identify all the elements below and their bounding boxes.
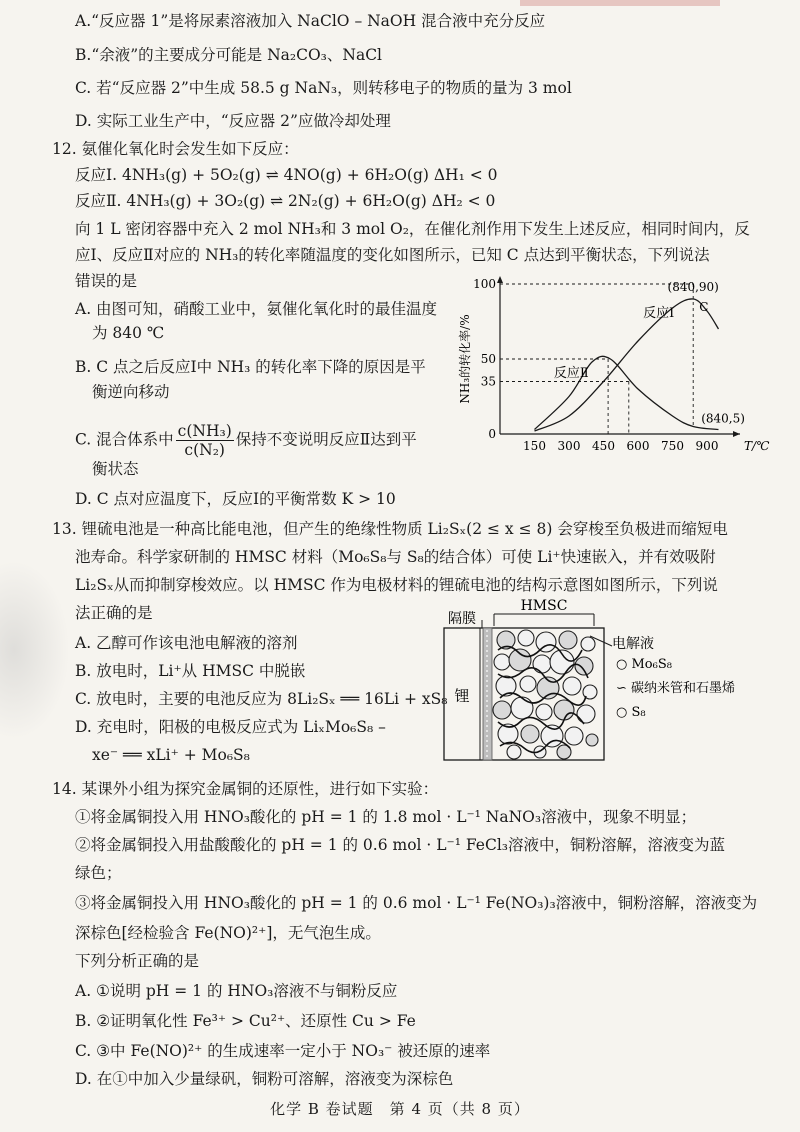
particle bbox=[533, 655, 551, 673]
battery-diagram bbox=[440, 600, 780, 770]
x-tick-label: 450 bbox=[592, 439, 615, 453]
particle bbox=[536, 704, 552, 720]
q14-experiment-2-line2: 绿色； bbox=[75, 864, 122, 882]
x-tick-label: 300 bbox=[557, 439, 581, 453]
legend-carbon-nanotube: ∽ 碳纳米管和石墨烯 bbox=[616, 681, 736, 696]
particle bbox=[493, 701, 511, 719]
q13-paragraph-2: 池寿命。科学家研制的 HMSC 材料（Mo₆S₈与 S₈的结合体）可使 Li⁺快速嵌入，并有效吸附 bbox=[75, 548, 716, 566]
particle bbox=[509, 649, 531, 671]
q13-option-b: B. 放电时，Li⁺从 HMSC 中脱嵌 bbox=[75, 662, 306, 680]
conversion-chart bbox=[455, 272, 770, 453]
lithium-label: 锂 bbox=[454, 687, 470, 705]
particle bbox=[563, 677, 581, 695]
x-tick-label: 600 bbox=[626, 439, 650, 453]
chart-annotation: (840,5) bbox=[701, 411, 745, 426]
q14-stem: 14. 某课外小组为探究金属铜的还原性，进行如下实验： bbox=[52, 780, 439, 798]
legend-mo6s8: ○ Mo₆S₈ bbox=[616, 657, 672, 672]
y-axis-arrow bbox=[497, 276, 503, 283]
q13-paragraph-3: Li₂Sₓ从而抑制穿梭效应。以 HMSC 作为电极材料的锂硫电池的结构示意图如图所示，下列说 bbox=[75, 576, 718, 594]
q12-stem: 12. 氨催化氧化时会发生如下反应： bbox=[52, 140, 299, 158]
hmsc-particles bbox=[493, 630, 598, 759]
y-tick-label: 50 bbox=[480, 352, 496, 366]
page-footer: 化学 B 卷试题 第 4 页（共 8 页） bbox=[270, 1100, 530, 1118]
q14-option-a: A. ①说明 pH = 1 的 HNO₃溶液不与铜粉反应 bbox=[75, 982, 398, 1000]
hmsc-label: HMSC bbox=[520, 598, 568, 614]
legend-s8: ○ S₈ bbox=[616, 705, 646, 720]
particle bbox=[577, 705, 595, 723]
y-tick-label: 35 bbox=[480, 374, 496, 389]
particle bbox=[511, 697, 533, 719]
q12-option-b-line1: B. C 点之后反应Ⅰ中 NH₃ 的转化率下降的原因是平 bbox=[75, 358, 426, 376]
fraction-denominator: c(N₂) bbox=[184, 441, 225, 459]
q11-option-c: C. 若“反应器 2”中生成 58.5 g NaN₃，则转移电子的物质的量为 3 mol bbox=[75, 79, 572, 97]
x-axis-title: T/℃ bbox=[744, 439, 770, 453]
particle bbox=[494, 654, 510, 670]
q13-option-d-line1: D. 充电时，阳极的电极反应式为 LiₓMo₆S₈ – bbox=[75, 718, 386, 736]
q12-option-c-suffix: 保持不变说明反应Ⅱ达到平 bbox=[235, 430, 417, 449]
q14-option-c: C. ③中 Fe(NO)²⁺ 的生成速率一定小于 NO₃⁻ 被还原的速率 bbox=[75, 1042, 491, 1060]
particle bbox=[581, 637, 595, 651]
separator-label: 隔膜 bbox=[448, 611, 476, 627]
y-axis-title: NH₃的转化率/% bbox=[458, 314, 472, 404]
y-tick-label: 100 bbox=[473, 277, 496, 291]
q13-option-a: A. 乙醇可作该电池电解液的溶剂 bbox=[75, 634, 298, 652]
x-tick-label: 150 bbox=[523, 439, 546, 453]
q12-option-c-line1 bbox=[75, 422, 417, 459]
q14-experiment-3-line1: ③将金属铜投入用 HNO₃酸化的 pH = 1 的 0.6 mol · L⁻¹ Fe(NO₃)₃溶液中，铜粉溶解，溶液变为 bbox=[75, 894, 758, 912]
q14-question: 下列分析正确的是 bbox=[75, 952, 200, 970]
particle bbox=[536, 632, 556, 652]
fraction-numerator: c(NH₃) bbox=[177, 422, 232, 440]
q12-option-c-line2: 衡状态 bbox=[92, 460, 139, 478]
q12-option-c-prefix: C. 混合体系中 bbox=[75, 430, 174, 449]
electrolyte-label: 电解液 bbox=[612, 636, 654, 652]
x-tick-label: 900 bbox=[695, 439, 719, 453]
series-line-1 bbox=[535, 299, 719, 431]
red-mark-decor bbox=[520, 0, 720, 6]
q12-paragraph-3: 错误的是 bbox=[75, 272, 138, 290]
page-stain-decor bbox=[0, 560, 70, 740]
q13-paragraph-4: 法正确的是 bbox=[75, 604, 153, 622]
q11-option-b: B.“余液”的主要成分可能是 Na₂CO₃、NaCl bbox=[75, 46, 383, 64]
q14-option-d: D. 在①中加入少量绿矾，铜粉可溶解，溶液变为深棕色 bbox=[75, 1070, 454, 1088]
q12-option-d: D. C 点对应温度下，反应Ⅰ的平衡常数 K > 10 bbox=[75, 490, 396, 508]
q12-option-a-line1: A. 由图可知，硝酸工业中，氨催化氧化时的最佳温度 bbox=[75, 300, 438, 318]
particle bbox=[575, 657, 593, 675]
q12-reaction-1: 反应Ⅰ. 4NH₃(g) + 5O₂(g) ⇌ 4NO(g) + 6H₂O(g) ΔH₁ < 0 bbox=[75, 166, 498, 184]
series-label-1: 反应Ⅰ bbox=[643, 306, 675, 321]
chart-annotation: (840,90) bbox=[667, 280, 719, 294]
particle bbox=[565, 727, 583, 745]
particle bbox=[559, 631, 577, 649]
particle bbox=[521, 725, 539, 743]
q14-experiment-2-line1: ②将金属铜投入用盐酸酸化的 pH = 1 的 0.6 mol · L⁻¹ FeCl₃溶液中，铜粉溶解，溶液变为蓝 bbox=[75, 836, 725, 854]
q11-option-a: A.“反应器 1”是将尿素溶液加入 NaClO – NaOH 混合液中充分反应 bbox=[75, 12, 546, 30]
particle bbox=[518, 630, 534, 646]
q13-option-c: C. 放电时，主要的电池反应为 8Li₂Sₓ ══ 16Li + xS₈ bbox=[75, 690, 448, 708]
concentration-fraction bbox=[176, 422, 234, 459]
q14-option-b: B. ②证明氧化性 Fe³⁺ > Cu²⁺、还原性 Cu > Fe bbox=[75, 1012, 416, 1030]
q14-experiment-3-line2: 深棕色[经检验含 Fe(NO)²⁺]，无气泡生成。 bbox=[75, 924, 381, 942]
particle bbox=[586, 734, 598, 746]
q12-option-a-line2: 为 840 ℃ bbox=[92, 324, 165, 342]
q12-paragraph-2: 应Ⅰ、反应Ⅱ对应的 NH₃的转化率随温度的变化如图所示，已知 C 点达到平衡状态，下列说法 bbox=[75, 246, 710, 264]
q11-option-d: D. 实际工业生产中，“反应器 2”应做冷却处理 bbox=[75, 112, 391, 130]
particle bbox=[507, 745, 521, 759]
particle bbox=[520, 676, 536, 692]
x-tick-label: 750 bbox=[661, 439, 684, 453]
q13-option-d-line2: xe⁻ ══ xLi⁺ + Mo₆S₈ bbox=[92, 746, 250, 764]
q12-reaction-2: 反应Ⅱ. 4NH₃(g) + 3O₂(g) ⇌ 2N₂(g) + 6H₂O(g) ΔH₂ < 0 bbox=[75, 192, 496, 210]
q14-experiment-1: ①将金属铜投入用 HNO₃酸化的 pH = 1 的 1.8 mol · L⁻¹ NaNO₃溶液中，现象不明显； bbox=[75, 808, 697, 826]
q12-paragraph-1: 向 1 L 密闭容器中充入 2 mol NH₃和 3 mol O₂，在催化剂作用下发生上述反应，相同时间内，反 bbox=[75, 220, 750, 238]
q13-paragraph-1: 13. 锂硫电池是一种高比能电池，但产生的绝缘性物质 Li₂Sₓ(2 ≤ x ≤ 8) 会穿梭至负极进而缩短电 bbox=[52, 520, 728, 538]
q12-option-b-line2: 衡逆向移动 bbox=[92, 383, 170, 401]
chart-annotation: C bbox=[699, 300, 709, 314]
series-label-2: 反应Ⅱ bbox=[553, 366, 589, 381]
x-axis-arrow bbox=[733, 431, 740, 437]
chart-annotation: 0 bbox=[488, 427, 496, 441]
